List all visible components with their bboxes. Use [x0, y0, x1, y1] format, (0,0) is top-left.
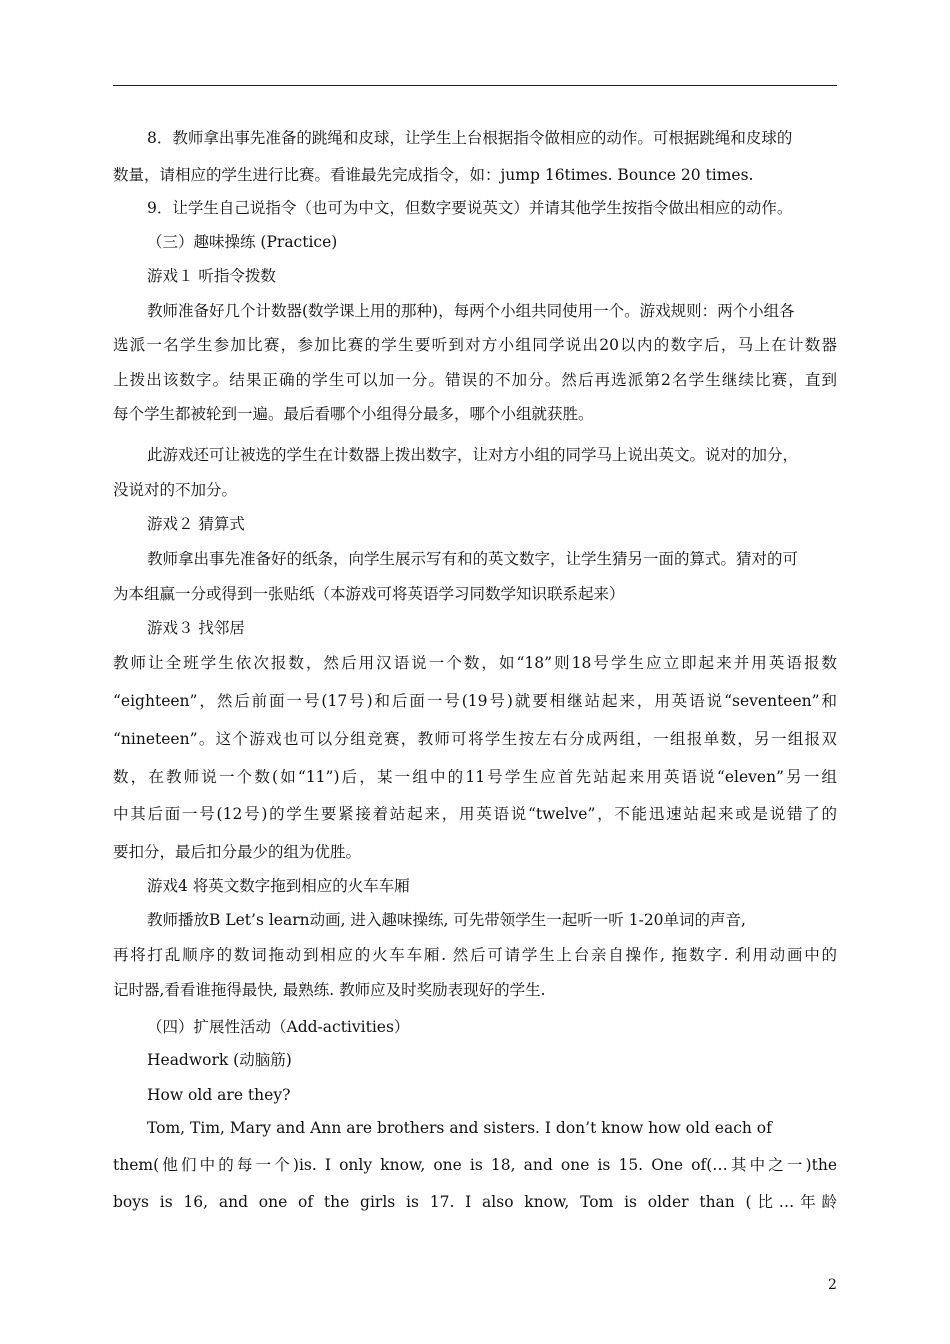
text-line: 9．让学生自己说指令（也可为中文，但数字要说英文）并请其他学生按指令做出相应的动作。 [147, 199, 793, 217]
text-line: 游戏２ 猜算式 [147, 515, 245, 533]
text-line: 要扣分，最后扣分最少的组为优胜。 [113, 843, 362, 861]
text-line: “eighteen”，然后前面一号(17号)和后面一号(19号)就要相继站起来，用英语说“seventeen”和 [113, 692, 837, 710]
text-line: “nineteen”。这个游戏也可以分组竞赛，教师可将学生按左右分成两组，一组报单数，另一组报双 [113, 730, 837, 748]
text-line: 此游戏还可让被选的学生在计数器上拨出数字，让对方小组的同学马上说出英文。说对的加分， [147, 446, 799, 464]
text-line: 游戏３ 找邻居 [147, 619, 245, 637]
text-line: 教师拿出事先准备好的纸条，向学生展示写有和的英文数字，让学生猜另一面的算式。猜对的可 [147, 550, 799, 568]
text-line: 再将打乱顺序的数词拖动到相应的火车车厢. 然后可请学生上台亲自操作, 拖数字. 利用动画中的 [113, 946, 837, 964]
text-line: 数量，请相应的学生进行比赛。看谁最先完成指令，如：jump 16times. Bounce 20 times. [113, 166, 754, 184]
text-line: （三）趣味操练 (Practice) [147, 233, 338, 251]
text-line: 记时器,看看谁拖得最快, 最熟练. 教师应及时奖励表现好的学生. [113, 981, 546, 999]
text-line: Tom, Tim, Mary and Ann are brothers and sisters. I don’t know how old each of [147, 1119, 772, 1137]
text-line: 教师播放B Let’s learn动画, 进入趣味操练, 可先带领学生一起听一听 1-20单词的声音, [147, 911, 746, 929]
page-number: 2 [828, 1277, 837, 1293]
text-line: 上拨出该数字。结果正确的学生可以加一分。错误的不加分。然后再选派第2名学生继续比赛，直到 [113, 371, 837, 389]
text-line: 教师准备好几个计数器(数学课上用的那种)，每两个小组共同使用一个。游戏规则：两个小组各 [147, 302, 795, 320]
text-line: Headwork (动脑筋) [147, 1051, 292, 1069]
header-rule [113, 85, 837, 86]
text-line: them(他们中的每一个)is. I only know, one is 18, and one is 15. One of(…其中之一)the [113, 1156, 837, 1174]
text-line: 游戏１ 听指令拨数 [147, 267, 276, 285]
text-line: 中其后面一号(12号)的学生要紧接着站起来，用英语说“twelve”，不能迅速站起来或是说错了的 [113, 805, 837, 823]
text-line: 游戏4 将英文数字拖到相应的火车车厢 [147, 877, 410, 895]
text-line: boys is 16, and one of the girls is 17. I also know, Tom is older than (比…年龄 [113, 1193, 837, 1211]
text-line: How old are they? [147, 1086, 291, 1104]
text-line: 为本组赢一分或得到一张贴纸（本游戏可将英语学习同数学知识联系起来） [113, 585, 625, 603]
text-line: 选派一名学生参加比赛，参加比赛的学生要听到对方小组同学说出20以内的数字后，马上在计数器 [113, 336, 837, 354]
text-line: （四）扩展性活动（Add-activities） [147, 1018, 410, 1036]
text-line: 教师让全班学生依次报数，然后用汉语说一个数，如“18”则18号学生应立即起来并用英语报数 [113, 654, 837, 672]
text-line: 每个学生都被轮到一遍。最后看哪个小组得分最多，哪个小组就获胜。 [113, 405, 594, 423]
text-line: 8．教师拿出事先准备的跳绳和皮球，让学生上台根据指令做相应的动作。可根据跳绳和皮球的 [147, 129, 793, 147]
text-line: 数，在教师说一个数(如“11”)后，某一组中的11号学生应首先站起来用英语说“eleven”另一组 [113, 768, 837, 786]
text-line: 没说对的不加分。 [113, 481, 238, 499]
